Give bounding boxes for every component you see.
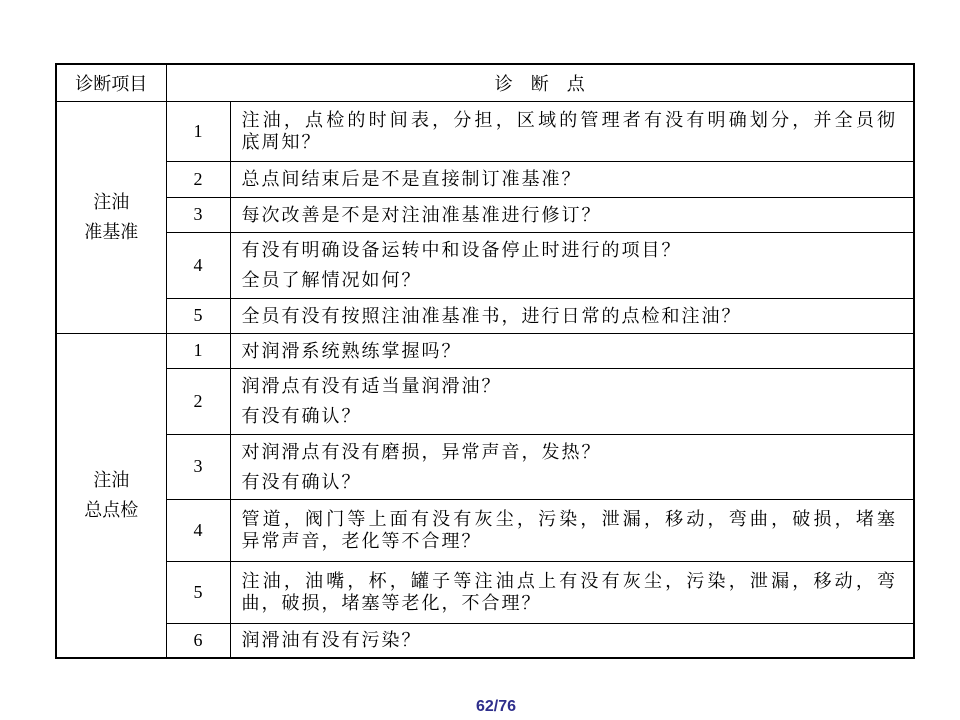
diagnosis-point-cell xyxy=(230,499,914,561)
group-label-line: 总点检 xyxy=(84,500,139,521)
item-number: 6 xyxy=(166,623,230,658)
group-label-line: 注油 xyxy=(93,192,130,212)
table-row xyxy=(56,499,914,561)
diagnosis-point-cell xyxy=(230,561,914,623)
item-number: 4 xyxy=(166,232,230,298)
diagnosis-point-text: 润滑油有没有污染？ xyxy=(241,630,422,651)
diagnosis-point-paragraph xyxy=(242,441,896,463)
diagnosis-point-text: 每次改善是不是对注油准基准进行修订？ xyxy=(241,204,602,225)
item-number: 1 xyxy=(166,101,230,161)
diagnosis-point-cell xyxy=(230,623,914,658)
diagnosis-point-text: 管道，阀门等上面有没有灰尘，污染，泄漏，移动，弯曲，破损，堵塞 xyxy=(241,509,895,529)
header-diagnosis-item: 诊断项目 xyxy=(56,64,166,101)
diagnosis-point-paragraph xyxy=(242,340,896,362)
diagnosis-point-paragraph xyxy=(242,570,896,614)
diagnosis-point-text: 全员有没有按照注油准基准书，进行日常的点检和注油？ xyxy=(241,305,742,326)
table-row xyxy=(56,368,914,434)
diagnosis-point-text: 全员了解情况如何？ xyxy=(241,270,422,290)
diagnosis-point-paragraph xyxy=(242,629,896,651)
diagnosis-point-cell xyxy=(230,368,914,434)
item-number: 1 xyxy=(166,333,230,368)
diagnosis-point-text: 对润滑点有没有磨损，异常声音，发热？ xyxy=(241,441,602,462)
diagnosis-point-cell xyxy=(230,101,914,161)
group-label-cell xyxy=(56,101,166,333)
diagnosis-point-text: 曲，破损，堵塞等老化，不合理？ xyxy=(241,593,542,613)
diagnosis-point-paragraph xyxy=(242,405,896,427)
table-row xyxy=(56,298,914,333)
item-number: 5 xyxy=(166,561,230,623)
diagnosis-point-text: 有没有确认？ xyxy=(241,471,362,492)
diagnosis-point-cell xyxy=(230,298,914,333)
table-row xyxy=(56,333,914,368)
diagnosis-point-text: 异常声音，老化等不合理？ xyxy=(241,531,482,551)
group-label-line: 准基准 xyxy=(84,222,139,242)
table-header-row xyxy=(56,64,914,101)
group-label-line: 注油 xyxy=(93,470,130,491)
table-row xyxy=(56,232,914,298)
diagnosis-table xyxy=(55,63,915,659)
diagnosis-point-paragraph xyxy=(242,508,896,552)
diagnosis-point-text: 总点间结束后是不是直接制订准基准？ xyxy=(241,169,582,189)
diagnosis-point-paragraph xyxy=(242,239,896,261)
item-number: 4 xyxy=(166,499,230,561)
diagnosis-point-text: 有没有明确设备运转中和设备停止时进行的项目？ xyxy=(241,240,682,260)
diagnosis-point-cell xyxy=(230,232,914,298)
diagnosis-point-paragraph xyxy=(242,269,896,291)
diagnosis-point-cell xyxy=(230,197,914,232)
item-number: 3 xyxy=(166,434,230,499)
diagnosis-point-paragraph xyxy=(242,305,896,327)
page-number: 62/76 xyxy=(475,698,517,715)
diagnosis-point-text: 润滑点有没有适当量润滑油？ xyxy=(241,376,502,396)
item-number: 2 xyxy=(166,368,230,434)
diagnosis-point-cell xyxy=(230,333,914,368)
table-row xyxy=(56,623,914,658)
item-number: 5 xyxy=(166,298,230,333)
table-body xyxy=(56,101,914,658)
table-row xyxy=(56,434,914,499)
item-number: 3 xyxy=(166,197,230,232)
diagnosis-point-paragraph xyxy=(242,471,896,493)
table-row xyxy=(56,161,914,197)
item-number: 2 xyxy=(166,161,230,197)
diagnosis-point-paragraph xyxy=(242,168,896,190)
header-diagnosis-point: 诊 断 点 xyxy=(166,64,914,101)
diagnosis-point-paragraph xyxy=(242,109,896,153)
diagnosis-point-text: 有没有确认？ xyxy=(241,406,362,426)
table-row xyxy=(56,101,914,161)
diagnosis-point-paragraph xyxy=(242,204,896,226)
diagnosis-point-text: 底周知？ xyxy=(241,132,322,152)
table-row xyxy=(56,197,914,232)
diagnosis-point-cell xyxy=(230,434,914,499)
group-label-cell xyxy=(56,333,166,658)
diagnosis-point-cell xyxy=(230,161,914,197)
diagnosis-point-text: 注油，点检的时间表，分担，区域的管理者有没有明确划分，并全员彻 xyxy=(241,110,895,130)
diagnosis-point-paragraph xyxy=(242,375,896,397)
diagnosis-point-text: 对润滑系统熟练掌握吗？ xyxy=(241,340,462,361)
table-row xyxy=(56,561,914,623)
diagnosis-point-text: 注油，油嘴，杯，罐子等注油点上有没有灰尘，污染，泄漏，移动，弯 xyxy=(241,571,895,591)
